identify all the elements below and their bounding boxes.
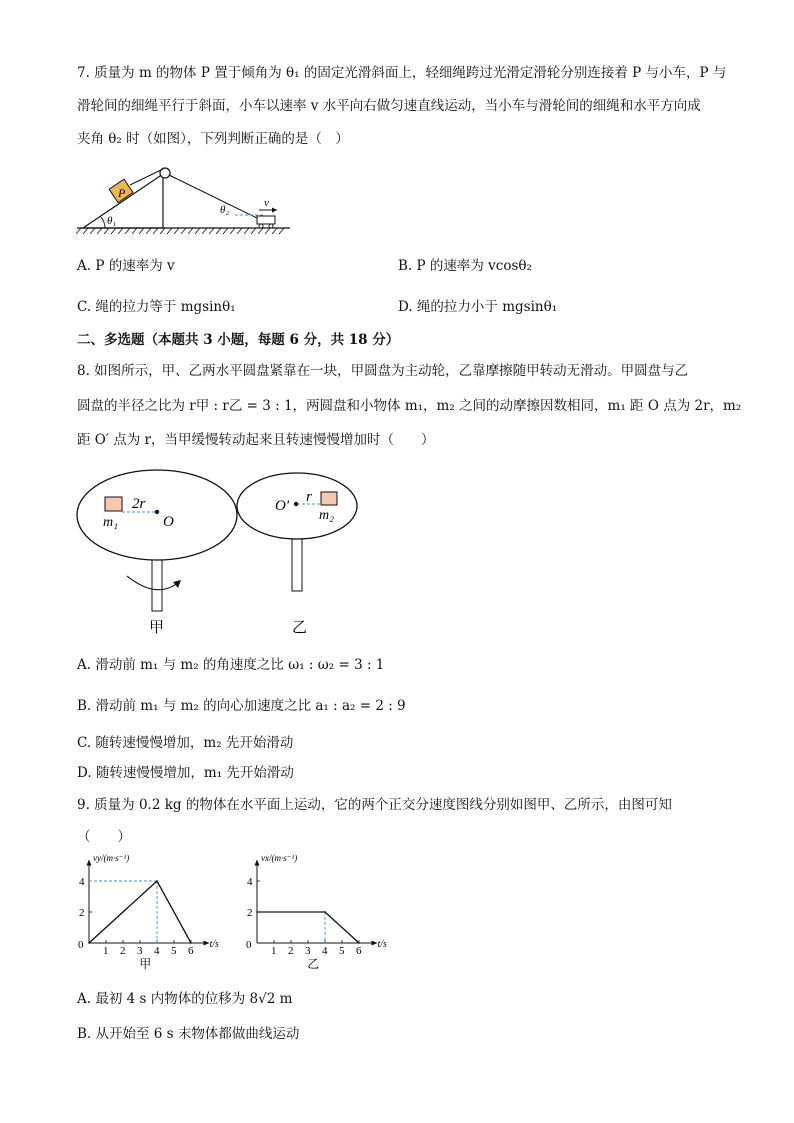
q7-figure [75,160,295,242]
left-shaft [152,559,162,611]
rope-to-cart [169,175,261,220]
q8-stem-line3: 距 O′ 点为 r，当甲缓慢转动起来且转速慢慢增加时（ ） [77,432,435,448]
y-tick-label: 4 [79,876,85,888]
origin-label: 0 [246,939,252,951]
q9-stem-line1: 9. 质量为 0.2 kg 的物体在水平面上运动，它的两个正交分速度图线分别如图甲、乙所示，由图可知 [77,797,672,813]
left-disc [77,470,237,560]
y-axis-label: vy/(m·s⁻¹) [93,853,130,863]
series-line [257,912,359,943]
mass-m1 [105,497,122,511]
left-dist-label: 2r [132,496,146,512]
q8-option-d: D. 随转速慢慢增加，m₁ 先开始滑动 [77,765,294,781]
cart [257,216,275,228]
q8-option-b: B. 滑动前 m₁ 与 m₂ 的向心加速度之比 a₁ : a₂ = 2 : 9 [77,698,406,714]
chart-title: 甲 [139,957,152,971]
q7-option-c: C. 绳的拉力等于 mgsinθ₁ [77,299,236,315]
data-point [190,942,192,944]
block-label: P [118,186,126,200]
q7-stem-line3: 夹角 θ₂ 时（如图），下列判断正确的是（ ） [77,131,349,147]
chart-title: 乙 [307,957,320,971]
q7-option-b: B. P 的速率为 vcosθ₂ [398,258,532,274]
y-tick-label: 2 [79,907,85,919]
section-heading: 二、多选题（本题共 3 小题，每题 6 分，共 18 分） [77,332,400,348]
q9-option-b: B. 从开始至 6 s 末物体都做曲线运动 [77,1026,300,1042]
right-dist-label: r [306,489,312,505]
q9-stem-line2: （ ） [77,829,131,845]
data-point [324,911,326,913]
left-mass-label: m₁ [103,515,118,530]
velocity-label: v [264,197,269,209]
x-tick-label: 3 [137,945,143,957]
left-center-label: O [163,514,174,530]
q7-stem-line1: 7. 质量为 m 的物体 P 置于倾角为 θ₁ 的固定光滑斜面上，轻细绳跨过光滑定滑轮分别连接着 P 与小车，P 与 [77,65,727,81]
x-tick-label: 5 [171,945,177,957]
data-point [88,942,90,944]
right-disc [237,473,357,539]
y-tick-label: 4 [247,876,253,888]
series-line [89,881,191,943]
x-tick-label: 6 [188,945,194,957]
q8-figure [75,464,375,644]
x-tick-label: 2 [120,945,126,957]
q7-option-a: A. P 的速率为 v [77,258,175,274]
q7-option-d: D. 绳的拉力小于 mgsinθ₁ [398,299,558,315]
q8-option-a: A. 滑动前 m₁ 与 m₂ 的角速度之比 ω₁ : ω₂ = 3 : 1 [77,657,385,673]
ground-hatch [76,228,284,234]
vy-chart [75,853,240,975]
x-tick-label: 2 [288,945,294,957]
y-axis-label: vx/(m·s⁻¹) [261,853,298,863]
x-tick-label: 3 [305,945,311,957]
data-point [156,880,158,882]
x-axis-label: t/s [377,939,387,950]
q8-option-c: C. 随转速慢慢增加，m₂ 先开始滑动 [77,735,294,751]
theta1-label: θ₁ [107,215,117,227]
theta2-label: θ₂ [220,204,230,216]
right-mass-label: m₂ [319,508,334,523]
vx-chart [243,853,408,975]
q8-stem-line1: 8. 如图所示，甲、乙两水平圆盘紧靠在一块，甲圆盘为主动轮，乙靠摩擦随甲转动无滑动。甲圆盘与乙 [77,363,689,379]
mass-m2 [321,492,337,505]
data-point [256,911,258,913]
x-tick-label: 6 [356,945,362,957]
right-shaft [292,537,302,591]
left-disc-name: 甲 [149,620,165,636]
x-tick-label: 1 [271,945,277,957]
right-center-label: O′ [275,498,290,514]
x-tick-label: 4 [322,945,328,957]
y-tick-label: 2 [247,907,253,919]
origin-label: 0 [78,939,84,951]
q8-stem-line2: 圆盘的半径之比为 r甲 : r乙 = 3 : 1，两圆盘和小物体 m₁，m₂ 之间的动摩擦因数相同，m₁ 距 O 点为 2r，m₂ [77,398,742,414]
q9-option-a: A. 最初 4 s 内物体的位移为 8√2 m [77,991,293,1007]
data-point [358,942,360,944]
x-tick-label: 4 [154,945,160,957]
x-tick-label: 5 [339,945,345,957]
q7-stem-line2: 滑轮间的细绳平行于斜面，小车以速率 v 水平向右做匀速直线运动，当小车与滑轮间的细绳和水平方向成 [77,98,701,114]
right-disc-name: 乙 [292,620,308,636]
x-axis-label: t/s [209,939,219,950]
y-axis-arrow [87,860,92,866]
y-axis-arrow [255,860,260,866]
x-tick-label: 1 [103,945,109,957]
